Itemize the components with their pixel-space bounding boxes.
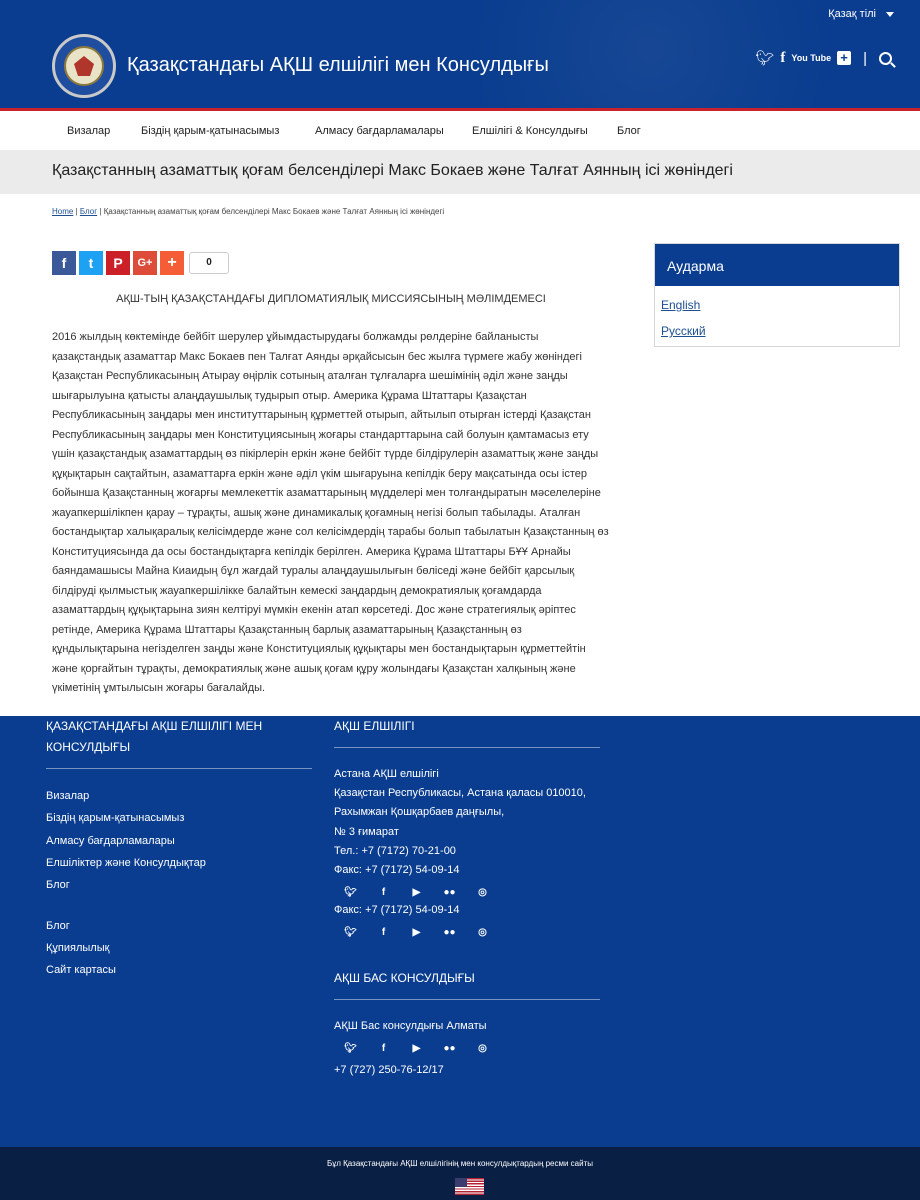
footer-divider bbox=[46, 768, 312, 769]
footer-link-embassies[interactable]: Елшіліктер және Консулдықтар bbox=[46, 857, 206, 869]
embassy-line: Қазақстан Республикасы, Астана қаласы 010010, bbox=[334, 787, 586, 799]
statement-heading: АҚШ-ТЫҢ ҚАЗАҚСТАНДАҒЫ ДИПЛОМАТИЯЛЫҚ МИССИЯСЫНЫҢ МӘЛІМДЕМЕСІ bbox=[116, 293, 546, 305]
translation-widget bbox=[654, 243, 900, 347]
breadcrumb-home[interactable]: Home bbox=[52, 207, 74, 216]
article-body: 2016 жылдың көктемінде бейбіт шерулер ұйымдастырудағы болжамды рөлдеріне байланысты қазақстандық азаматтар Макс Бокаев пен Талғат Аянды әрқайсысын бес жылға түрмеге жабу жөніндегі Қазақстан Республикасының Атырау өңірлік сотының аталған тұлғаларға шешімінің әділ және заңды шығарылуына қатысты алаңдаушылық тудырып отыр. Америка Құрама Штаттары Қазақстан Республикасының заңдары мен институттарының құрметтей отырып, айтылып отырған істерді Қазақстан Республикасының заңдары мен Конституциясының жоғары стандарттарына сай болуын қамтамасыз ету үшін қазақстандық азаматтардың өз пікірлерін еркін және бейбіт түрде білдірулерін азаматтық және заңды құқықтарын сақтайтын, азаматтарға еркін және әділ үкім шығаруына кепілдік беру мақсатында осы істер бойынша Қазақстанның жоғарғы мемлекеттік азаматтарының мүдделері мен толғандыратын мәселелеріне жауапкершілікпен қарау – тұрақты, ашық және динамикалық қоғамның негізі болып табылады. Аталған бостандықтар халықаралық келісімдерде және сол келісімдердің тарабы болып табылатын Қазақстанның өз Конституциясында да осы бостандықтарға кепілдік берілген. Америка Құрама Штаттары БҰҰ Арнайы баяндамашысы Майна Киаидың бұл жағдай туралы алаңдаушылығын бөліседі және бейбіт қарсылық білдіруді қылмыстық жауапкершілікке балайтын кемескі заңдардың демократиялық қоғамдарда азаматтардың құқықтарына зиян келтіруі мүмкін екенін атап көрсетеді. Дос және стратегиялық әріптес ретінде, Америка Құрама Штаттары Қазақстанның барлық азаматтарының Қазақстанның өз құндылықтарына негізделген заңды және Конституциялық құқықтары мен бостандықтарын құрметтейтін және қорғайтын тұрақты, демократиялық және ашық қоғам құру жолындағы Қазақстан халқының және үкіметінің ұмтылысын жоғары бағалайды. bbox=[52, 331, 609, 694]
us-flag-icon bbox=[455, 1178, 484, 1195]
footer-link-privacy[interactable]: Құпиялылық bbox=[46, 942, 110, 954]
translation-link-russian[interactable]: Русский bbox=[661, 324, 706, 338]
share-googleplus-button[interactable]: G+ bbox=[133, 251, 157, 275]
embassy-line: № 3 ғимарат bbox=[334, 826, 399, 838]
instagram-icon[interactable]: ◎ bbox=[478, 1043, 487, 1054]
share-twitter-button[interactable]: t bbox=[79, 251, 103, 275]
share-pinterest-button[interactable]: P bbox=[106, 251, 130, 275]
language-label[interactable]: Қазақ тілі bbox=[828, 8, 876, 20]
nav-item-blog[interactable]: Блог bbox=[617, 125, 641, 137]
site-footer bbox=[0, 716, 920, 1147]
consulate-name: АҚШ Бас консулдығы Алматы bbox=[334, 1020, 487, 1032]
embassy-social-icons bbox=[334, 887, 499, 898]
facebook-icon[interactable]: f bbox=[381, 1043, 386, 1054]
footer-link-exchange[interactable]: Алмасу бағдарламалары bbox=[46, 835, 175, 847]
footer-consulate-title: АҚШ БАС КОНСУЛДЫҒЫ bbox=[334, 971, 475, 985]
breadcrumb: Home | Блог | Қазақстанның азаматтық қоғам белсенділері Макс Бокаев және Талғат Аянның ісі жөніндегі bbox=[52, 207, 445, 216]
chevron-down-icon[interactable] bbox=[886, 12, 894, 17]
flickr-icon[interactable]: ●● bbox=[443, 1043, 456, 1054]
nav-item-visas[interactable]: Визалар bbox=[67, 125, 111, 137]
footer-link-relations[interactable]: Біздің қарым-қатынасымыз bbox=[46, 812, 185, 824]
embassy-line: Рахымжан Қошқарбаев даңғылы, bbox=[334, 806, 505, 818]
consulate-social-icons bbox=[334, 1043, 499, 1054]
site-header bbox=[0, 0, 920, 109]
embassy-seal-logo[interactable] bbox=[52, 34, 116, 98]
footer-col1-title: ҚАЗАҚСТАНДАҒЫ АҚШ ЕЛШІЛІГІ МЕН КОНСУЛДЫҒЫ bbox=[46, 719, 263, 754]
breadcrumb-current: Қазақстанның азаматтық қоғам белсенділері Макс Бокаев және Талғат Аянның ісі жөніндегі bbox=[103, 207, 445, 216]
plus-icon[interactable]: + bbox=[837, 51, 851, 65]
footer-link-visas[interactable]: Визалар bbox=[46, 790, 90, 802]
divider: | bbox=[863, 49, 867, 67]
breadcrumb-blog[interactable]: Блог bbox=[79, 207, 98, 216]
seal-inner bbox=[64, 46, 104, 86]
instagram-icon[interactable]: ◎ bbox=[478, 927, 487, 938]
main-nav bbox=[0, 111, 920, 150]
footer-divider bbox=[334, 999, 600, 1000]
footer-embassy-title: АҚШ ЕЛШІЛІГІ bbox=[334, 719, 415, 733]
facebook-icon[interactable]: f bbox=[780, 49, 786, 66]
translation-link-english[interactable]: English bbox=[661, 298, 701, 312]
share-facebook-button[interactable]: f bbox=[52, 251, 76, 275]
embassy-line: Астана АҚШ елшілігі bbox=[334, 768, 439, 780]
site-title[interactable]: Қазақстандағы АҚШ елшілігі мен Консулдығы bbox=[127, 54, 549, 76]
nav-item-embassy[interactable]: Елшілігі & Консулдығы bbox=[472, 125, 588, 137]
share-buttons bbox=[52, 251, 229, 275]
facebook-icon[interactable]: f bbox=[381, 927, 386, 938]
instagram-icon[interactable]: ◎ bbox=[478, 887, 487, 898]
footer-link-sitemap[interactable]: Сайт картасы bbox=[46, 964, 116, 976]
eagle-icon bbox=[74, 56, 94, 76]
translation-heading: Аударма bbox=[655, 244, 899, 286]
page-title: Қазақстанның азаматтық қоғам белсенділері Макс Бокаев және Талғат Аянның ісі жөніндегі bbox=[52, 162, 733, 179]
embassy-fax-repeat: Факс: +7 (7172) 54-09-14 bbox=[334, 904, 460, 916]
nav-item-exchange[interactable]: Алмасу бағдарламалары bbox=[315, 125, 444, 137]
page-title-band bbox=[0, 150, 920, 194]
search-icon[interactable] bbox=[879, 52, 892, 65]
embassy-fax: Факс: +7 (7172) 54-09-14 bbox=[334, 864, 460, 876]
youtube-icon[interactable]: ▶ bbox=[412, 887, 421, 898]
flag-canton bbox=[455, 1178, 467, 1187]
consulate-phone: +7 (727) 250-76-12/17 bbox=[334, 1064, 444, 1076]
share-count: 0 bbox=[189, 252, 229, 274]
share-more-button[interactable]: + bbox=[160, 251, 184, 275]
youtube-icon[interactable]: ▶ bbox=[412, 1043, 421, 1054]
youtube-icon[interactable]: You Tube bbox=[791, 53, 832, 63]
header-social-icons bbox=[755, 48, 892, 68]
footer-bottom-bar bbox=[0, 1147, 920, 1200]
facebook-icon[interactable]: f bbox=[381, 887, 386, 898]
youtube-icon[interactable]: ▶ bbox=[412, 927, 421, 938]
official-site-text: Бұл Қазақстандағы АҚШ елшілігінің мен консулдықтардың ресми сайты bbox=[326, 1159, 594, 1168]
footer-link-blog[interactable]: Блог bbox=[46, 879, 70, 891]
nav-item-relations[interactable]: Біздің қарым-қатынасымыз bbox=[141, 125, 280, 137]
embassy-social-icons-repeat bbox=[334, 927, 499, 938]
flickr-icon[interactable]: ●● bbox=[443, 887, 456, 898]
twitter-icon[interactable]: 🐦︎ bbox=[755, 50, 775, 67]
flickr-icon[interactable]: ●● bbox=[443, 927, 456, 938]
footer-link-blog-2[interactable]: Блог bbox=[46, 920, 70, 932]
twitter-icon[interactable]: 🐦︎ bbox=[344, 887, 357, 898]
twitter-icon[interactable]: 🐦︎ bbox=[344, 1043, 357, 1054]
language-selector[interactable] bbox=[828, 8, 894, 20]
twitter-icon[interactable]: 🐦︎ bbox=[344, 927, 357, 938]
footer-divider bbox=[334, 747, 600, 748]
embassy-phone: Тел.: +7 (7172) 70-21-00 bbox=[334, 845, 456, 857]
